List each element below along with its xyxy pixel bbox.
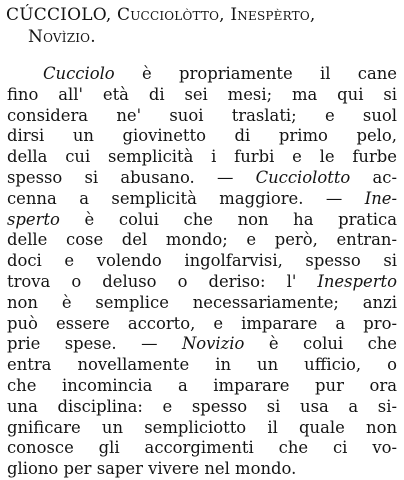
italic-term: Cucciolotto [255,167,351,187]
definition-line [7,334,397,355]
text-run: fino all' età di sei mesi; ma qui si [7,84,397,104]
entry-heading [6,4,398,48]
text-run: una disciplina: e spesso si usa a si- [7,396,397,416]
text-run: gliono per saper vivere nel mondo. [7,459,297,479]
italic-term: Inesperto [317,271,397,291]
dictionary-entry [6,4,398,48]
definition-line [7,210,397,231]
text-run: ac- [350,167,398,187]
definition-line [7,438,397,459]
italic-term: sperto [7,209,60,229]
definition-line [7,376,397,397]
definition-line [7,293,397,314]
definition-line [7,418,397,439]
text-run: spesso si abusano. — [7,167,256,187]
italic-term: Novizio [181,334,245,354]
text-run: trova o deluso o deriso: l' [7,271,318,291]
text-run: è propriamente il cane [114,64,397,83]
italic-term: Cucciolo [43,64,115,83]
definition-line [7,147,397,168]
definition-line [7,230,397,251]
definition-line [7,251,397,272]
definition-line [7,168,397,189]
text-run: considera ne' suoi traslati; e suol [7,105,397,125]
text-run: prie spese. — [7,334,182,354]
text-run: della cui semplicità i furbi e le furbe [7,147,397,167]
definition-line [7,85,397,106]
text-run: gnificare un sempliciotto il quale non [7,417,397,437]
text-run: doci e volendo ingolfarvisi, spesso si [7,251,397,271]
definition-line [7,355,397,376]
definition-line [7,272,397,293]
text-run: cenna a semplicità maggiore. — [7,188,365,208]
text-run: che incomincia a imparare pur ora [7,375,397,395]
text-run: può essere accorto, e imparare a pro- [7,313,397,333]
text-run: entra novellamente in un ufficio, o [7,355,397,375]
definition-line [7,106,397,127]
definition-line [7,64,397,85]
definition-line [7,189,397,210]
text-run: dirsi un giovinetto di primo pelo, [7,126,397,146]
definition-line [7,126,397,147]
text-run: è colui che [244,334,398,354]
entry-definition [7,64,397,480]
entry-heading-line-2: Novìzio. [28,27,96,47]
text-run: delle cose del mondo; e però, entran- [7,230,397,250]
text-run: conosce gli accorgimenti che ci vo- [7,438,397,458]
text-run: non è semplice necessariamente; anzi [7,292,397,312]
text-run: è colui che non ha pratica [59,209,397,229]
italic-term: Ine- [364,188,397,208]
definition-line [7,314,397,335]
definition-line [7,397,397,418]
entry-heading-line-1: CÚCCIOLO, Cucciolòtto, Inespèrto, [6,5,316,25]
